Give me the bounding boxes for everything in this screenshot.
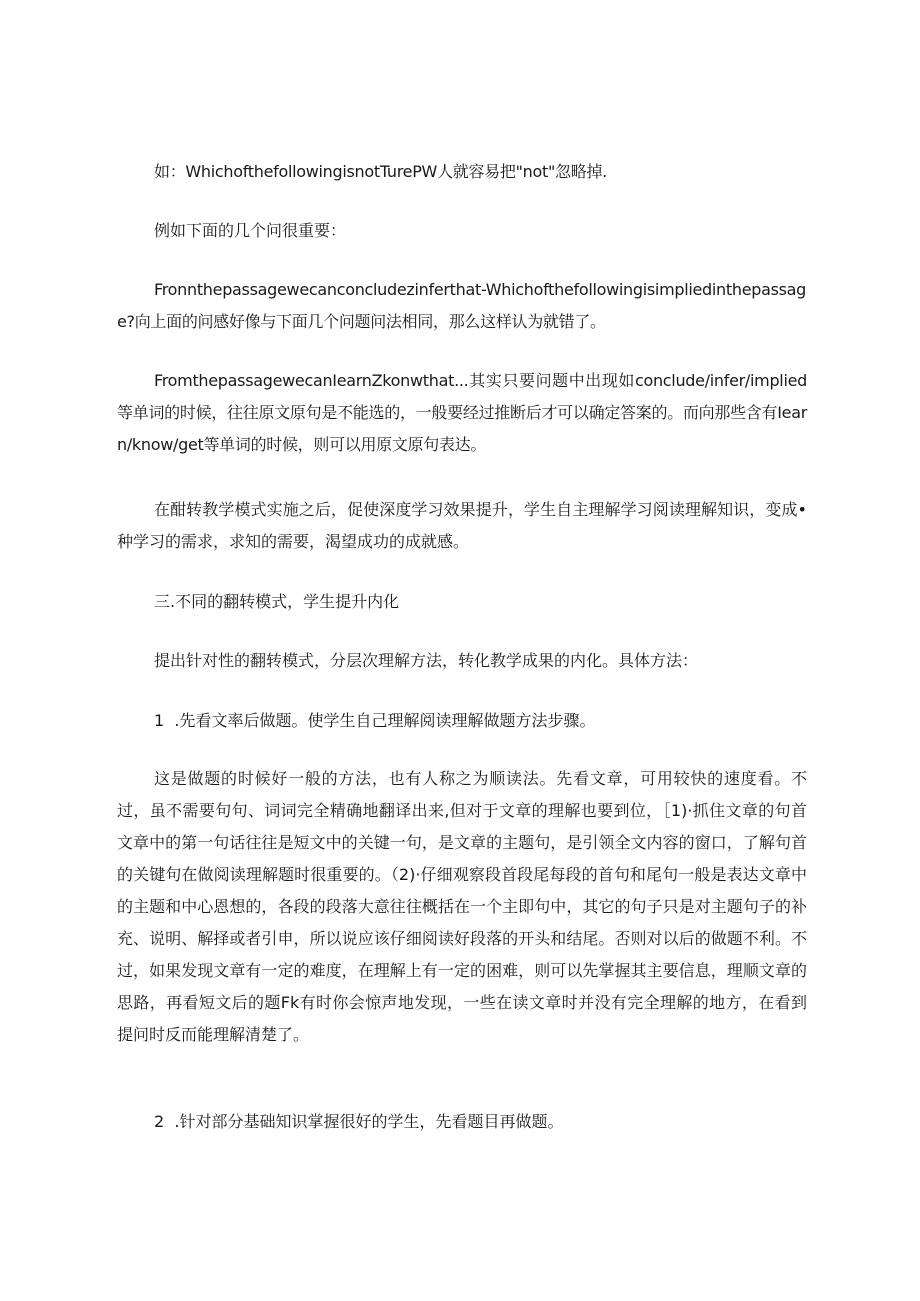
paragraph-conclude-infer: Fronnthepassagewecanconcludezinferthat-Whichofthefollowingisimpliedinthepassage?向上面的问感好像与下面几个问题问法相同，那么这样认为就错了。 bbox=[117, 280, 807, 331]
paragraph-sequential-reading: 这是做题的时候好一般的方法，也有人称之为顺读法。先看文章，可用较快的速度看。不过，虽不需要句句、词词完全精确地翻译出来,但对于文章的理解也要到位，［1)·抓住文章的句首文章中的第一句话往往是短文中的关键一句，是文章的主题句，是引领全文内容的窗口，了解句首的关键句在做阅读理解题时很重要的。（2)·仔细观察段首段尾每段的首句和尾句一般是表达文章中的主题和中心恩想的，各段的段落大意往往概括在一个主即句中，其它的句子只是对主题句子的补充、说明、解择或者引申，所以说应该仔细阅读好段落的开头和结尾。否则对以后的做题不利。不过，如果发现文章有一定的难度，在理解上有一定的困难，则可以先掌握其主要信息，理顺文章的思路，再看短文后的题Fk有时你会惊声地发现，一些在读文章时并没有完全理解的地方，在看到提问时反而能理解清楚了。 bbox=[117, 769, 807, 1044]
paragraph-specific-methods: 提出针对性的翻转模式，分层次理解方法，转化教学成果的内化。具体方法： bbox=[154, 651, 699, 670]
list-item-method-1: 1 .先看文率后做题。使学生自己理解阅读理解做题方法步骤。 bbox=[154, 711, 596, 730]
paragraph-learn-know: FromthepassagewecanIearnZkonwthat...其实只要问题中出现如conclude/infer/implied等单词的时候，往往原文原句是不能选的，一般要经过推断后才可以确定答案的。而向那些含有Iearn∕know/get等单词的时候，则可以用原文原句表达。 bbox=[117, 371, 807, 454]
list-item-method-2: 2 .针对部分基础知识掌握很好的学生，先看题目再做题。 bbox=[154, 1112, 564, 1131]
paragraph-example-question: 如：WhichofthefollowingisnotTurePW人就容易把"not"忽略掉. bbox=[154, 162, 607, 181]
paragraph-important-questions: 例如下面的几个问很重要： bbox=[154, 221, 347, 240]
paragraph-flipped-teaching: 在酣转教学模式实施之后，促使深度学习效果提升，学生自主理解学习阅读理解知识，变成•种学习的需求，求知的需要，渴望成功的成就感。 bbox=[117, 500, 807, 551]
section-heading-three: 三.不同的翻转模式，学生提升内化 bbox=[154, 592, 400, 611]
